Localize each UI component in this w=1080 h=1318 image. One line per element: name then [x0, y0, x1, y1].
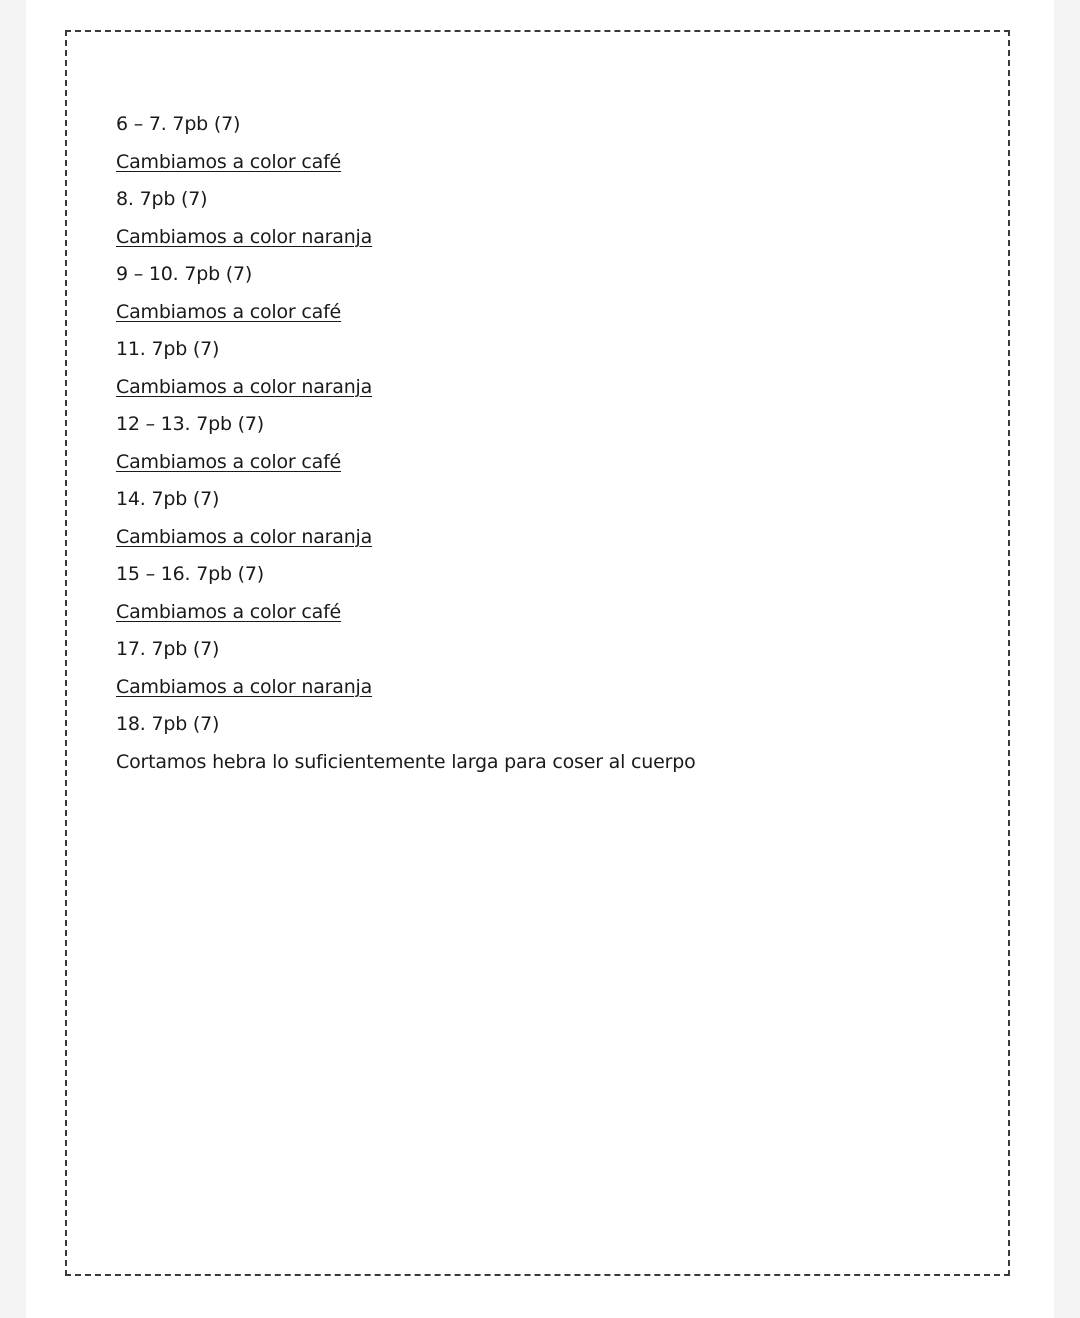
instructions-text	[116, 109, 976, 784]
row-line: 11. 7pb (7)	[116, 338, 220, 360]
color-change-line: Cambiamos a color naranja	[116, 525, 373, 548]
row-line: 9 – 10. 7pb (7)	[116, 263, 253, 285]
row-line: 15 – 16. 7pb (7)	[116, 563, 264, 585]
document-page	[26, 0, 1054, 1318]
row-line: 17. 7pb (7)	[116, 638, 220, 660]
row-line: 6 – 7. 7pb (7)	[116, 113, 241, 135]
finishing-note: Cortamos hebra lo suficientemente larga para coser al cuerpo	[116, 750, 696, 773]
color-change-line: Cambiamos a color café	[116, 150, 342, 173]
color-change-line: Cambiamos a color naranja	[116, 675, 373, 698]
row-line: 12 – 13. 7pb (7)	[116, 413, 264, 435]
row-line: 18. 7pb (7)	[116, 713, 220, 735]
color-change-line: Cambiamos a color café	[116, 600, 342, 623]
row-line: 14. 7pb (7)	[116, 488, 220, 510]
color-change-line: Cambiamos a color café	[116, 450, 342, 473]
row-line: 8. 7pb (7)	[116, 188, 208, 210]
color-change-line: Cambiamos a color naranja	[116, 225, 373, 248]
color-change-line: Cambiamos a color café	[116, 300, 342, 323]
color-change-line: Cambiamos a color naranja	[116, 375, 373, 398]
